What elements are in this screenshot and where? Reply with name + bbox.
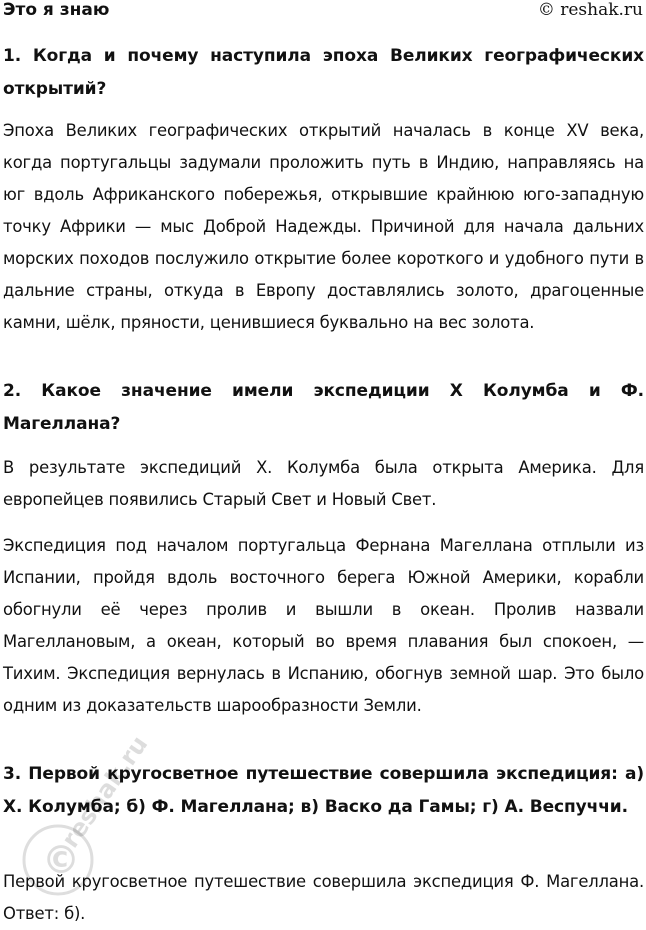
svg-text:©: © [42, 838, 80, 882]
copyright-label: © reshak.ru [537, 0, 643, 20]
answer-2-paragraph-2: Экспедиция под началом португальца Фернана Магеллана отплыли из Испании, пройдя вдоль восточного берега Южной Америки, корабли обогнули её через пролив и вышли в океан. Пролив назвали Магеллановым, а океан, который во время плавания был спокоен, — Тихим. Экспедиция вернулась в Испанию, обогнув земной шар. Это было одним из доказательств шарообразности Земли. [3, 536, 644, 715]
watermark-text: reshak.ru [56, 730, 154, 853]
answer-2-paragraph-1: В результате экспедиций Х. Колумба была открыта Америка. Для европейцев появились Старый Свет и Новый Свет. [3, 458, 644, 509]
page-header [3, 0, 643, 24]
answer-3-paragraph-1: Первой кругосветное путешествие совершила экспедиция Ф. Магеллана. Ответ: б). [3, 872, 644, 923]
answer-1-paragraph-1: Эпоха Великих географических открытий началась в конце XV века, когда португальцы задумали проложить путь в Индию, направляясь на юг вдоль Африканского побережья, открывшие крайнюю юго-западную точку Африки — мыс Доброй Надежды. Причиной для начала дальних морских походов послужило открытие более короткого и удобного пути в дальние страны, откуда в Европу доставлялись золото, драгоценные камни, шёлк, пряности, ценившиеся буквально на вес золота. [3, 121, 644, 332]
question-2: 2. Какое значение имели экспедиции Х Колумба и Ф. Магеллана? [3, 381, 644, 434]
question-1: 1. Когда и почему наступила эпоха Великих географических открытий? [3, 46, 644, 99]
page-title: Это я знаю [3, 0, 110, 20]
question-3: 3. Первой кругосветное путешествие совершила экспедиция: а) Х. Колумба; б) Ф. Магеллана; в) Васко да Гамы; г) А. Веспуччи. [3, 764, 644, 817]
